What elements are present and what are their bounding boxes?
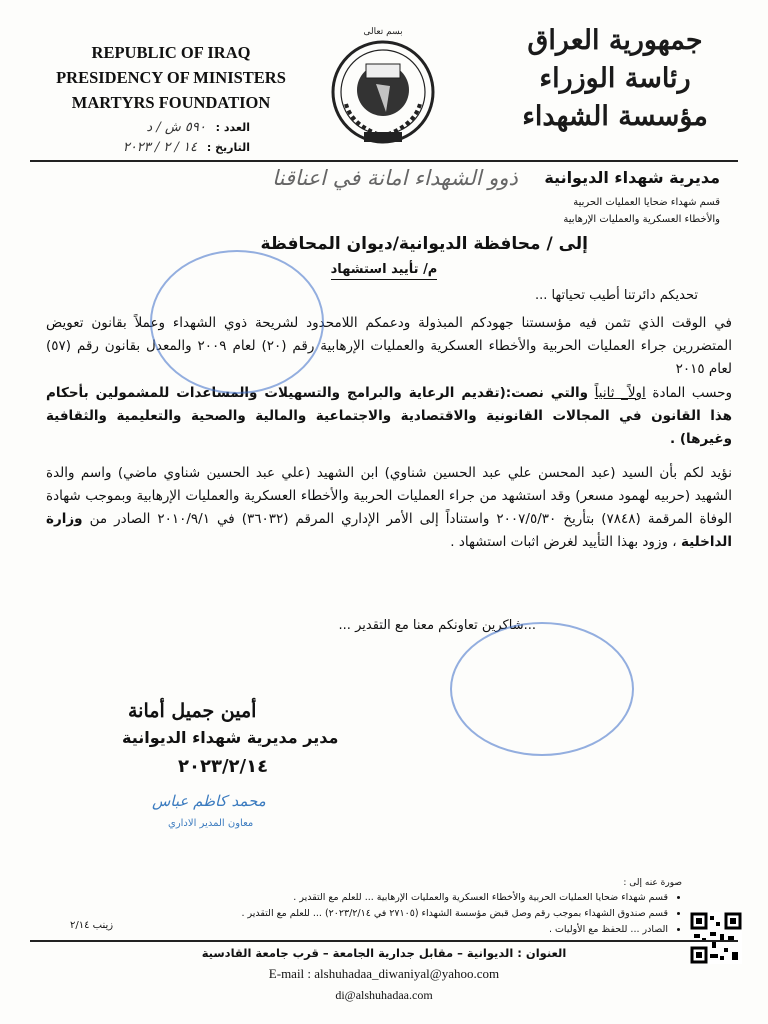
date-row [60, 138, 250, 158]
signatory-title: مدير مديرية شهداء الديوانية [122, 728, 339, 747]
paragraph-article [46, 382, 732, 451]
confirmation-end: ، وزود بهذا التأييد لغرض اثبات استشهاد . [450, 534, 677, 550]
slogan: ذوو الشهداء امانة في اعناقنا [272, 166, 518, 190]
arabic-letterhead [490, 22, 740, 136]
subject-line [0, 262, 768, 277]
header-divider [30, 160, 738, 162]
list-item: • الصادر ... للحفظ مع الأوليات . [138, 922, 668, 938]
article-prefix: وحسب المادة [652, 385, 733, 401]
en-line-republic: REPUBLIC OF IRAQ [91, 43, 251, 62]
closing-thanks: ...شاكرين تعاونكم معنا مع التقدير ... [338, 618, 536, 633]
seal-top-text: بسم تعالى [363, 27, 403, 37]
date-label: التاريخ : [206, 141, 250, 154]
copies-title: صورة عنه إلى : [623, 878, 682, 888]
typist-ref: زينب ٢/١٤ [70, 920, 114, 931]
ar-line-republic: جمهورية العراق [527, 25, 703, 56]
official-stamp-left [150, 250, 324, 394]
directorate-subtitle [480, 194, 720, 228]
official-stamp-right [450, 622, 634, 756]
number-value: ٥٩٠ ش / د [146, 120, 206, 135]
seal-icon [328, 24, 438, 154]
paragraph-confirmation [46, 462, 732, 554]
directorate-title: مديرية شهداء الديوانية [544, 168, 720, 187]
copies-list [138, 890, 682, 938]
directorate-sub-line1: قسم شهداء ضحايا العمليات الحربية [573, 197, 720, 208]
article-number: اولاً_ ثانياً [594, 385, 646, 401]
footer-address: العنوان : الديوانية – مقابل جدارية الجامعة – قرب جامعة القادسية [201, 946, 567, 960]
list-item: • قسم صندوق الشهداء بموجب رقم وصل قبض مؤسسة الشهداء (٢٧١٠٥ في ٢٠٢٣/٢/١٤) ... للعلم مع التقدير . [138, 906, 668, 922]
ar-line-presidency: رئاسة الوزراء [539, 63, 691, 94]
number-label: العدد : [215, 121, 250, 134]
handwritten-signature: محمد كاظم عباس [152, 792, 266, 810]
signature-role: معاون المدير الاداري [168, 818, 254, 829]
greeting: تحديكم دائرتنا أطيب تحياتها ... [534, 288, 698, 303]
ar-line-foundation: مؤسسة الشهداء [522, 101, 708, 132]
foundation-seal-logo [328, 24, 438, 154]
footer-email-yahoo[interactable]: E-mail : alshuhadaa_diwaniyal@yahoo.com [268, 966, 500, 981]
article-text: والتي نصت:(تقديم الرعاية والبرامج والتسهيلات والمساعدات للمشمولين بأحكام هذا القانون في المجالات القانونية والاقتصادية والاجتماعية والمالية والصحية والتعليمية والثقافية وغيرها) . [46, 385, 732, 447]
list-item: • قسم شهداء ضحايا العمليات الحربية والأخطاء العسكرية والعمليات الإرهابية ... للعلم مع التقدير . [138, 890, 668, 906]
footer-divider [30, 940, 738, 942]
english-letterhead [36, 40, 306, 115]
recipient: إلى / محافظة الديوانية/ديوان المحافظة [260, 234, 588, 254]
document-meta [60, 118, 250, 158]
directorate-sub-line2: والأخطاء العسكرية والعمليات الإرهابية [563, 214, 720, 225]
signature-date: ٢٠٢٣/٢/١٤ [178, 756, 269, 777]
subject-text: م/ تأييد استشهاد [331, 262, 438, 280]
number-row [60, 118, 250, 138]
paragraph-intro: في الوقت الذي تثمن فيه مؤسستنا جهودكم المبذولة ودعمكم اللامحدود لشريحة ذوي الشهداء وعملاً بقانون تعويض المتضررين جراء العمليات الحربية والأخطاء العسكرية والعمليات الإرهابية رقم (٢٠) لعام ٢٠٠٩ والمعدل بقانون رقم (٥٧) لعام ٢٠١٥ [46, 315, 732, 377]
confirmation-text: نؤيد لكم بأن السيد (عبد المحسن علي عبد الحسين شناوي) ابن الشهيد (علي عبد الحسين شناوي ماضي) واسم والدة الشهيد (حربيه لهمود مسعر) وقد استشهد من جراء العمليات الحربية والأخطاء العسكرية والعمليات الإرهابية وبموجب شهادة الوفاة المرقمة (٧٨٤٨) بتأريخ ٢٠٠٧/٥/٣٠ واستناداً إلى الأمر الإداري المرقم (٣٦٠٣٢) في ٢٠١٠/٩/١ الصادر من [46, 465, 732, 527]
date-value: ١٤ / ٢ / ٢٠٢٣ [122, 140, 198, 155]
signatory-name: أمين جميل أمانة [128, 700, 257, 722]
en-line-foundation: MARTYRS FOUNDATION [71, 93, 271, 112]
footer-email-domain[interactable]: di@alshuhadaa.com [335, 988, 433, 1002]
ministry-name: وزارة الداخلية [46, 511, 732, 550]
en-line-presidency: PRESIDENCY OF MINISTERS [56, 68, 286, 87]
